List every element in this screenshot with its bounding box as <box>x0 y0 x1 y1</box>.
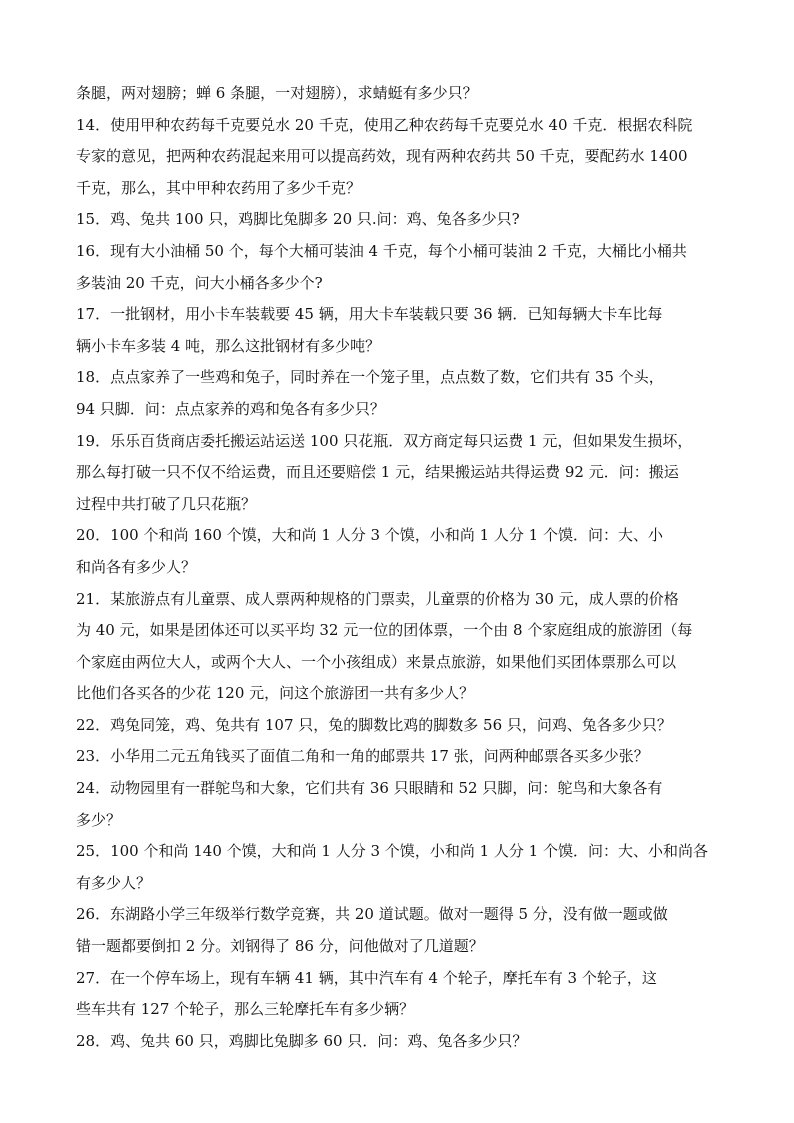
document-body <box>76 78 720 1057</box>
text-line: 比他们各买各的少花 120 元，问这个旅游团一共有多少人？ <box>76 684 475 703</box>
text-line: 多装油 20 千克，问大小桶各多少个? <box>76 273 323 292</box>
text-line: 条腿，两对翅膀；蝉 6 条腿，一对翅膀），求蜻蜓有多少只？ <box>76 84 478 102</box>
text-line: 和尚各有多少人？ <box>76 557 197 576</box>
text-line: 过程中共打破了几只花瓶？ <box>76 494 257 513</box>
text-line: 多少？ <box>76 810 122 829</box>
text-line: 15．鸡、兔共 100 只，鸡脚比兔脚多 20 只.问：鸡、兔各多少只? <box>76 210 520 229</box>
text-line: 20．100 个和尚 160 个馍，大和尚 1 人分 3 个馍，小和尚 1 人分 1 个馍．问：大、小 <box>76 526 663 545</box>
text-line: 辆小卡车多装 4 吨，那么这批钢材有多少吨？ <box>76 336 381 355</box>
text-line: 24．动物园里有一群鸵鸟和大象，它们共有 36 只眼睛和 52 只脚，问：鸵鸟和大象各有 <box>76 779 663 798</box>
text-line: 23．小华用二元五角钱买了面值二角和一角的邮票共 17 张，问两种邮票各买多少张？ <box>76 747 649 766</box>
text-line: 21．某旅游点有儿童票、成人票两种规格的门票卖，儿童票的价格为 30 元，成人票的价格 <box>76 589 679 608</box>
text-line: 27．在一个停车场上，现有车辆 41 辆，其中汽车有 4 个轮子，摩托车有 3 个轮子，这 <box>76 968 657 987</box>
text-line: 94 只脚．问：点点家养的鸡和兔各有多少只？ <box>76 399 385 418</box>
text-line: 18．点点家养了一些鸡和兔子，同时养在一个笼子里，点点数了数，它们共有 35 个头， <box>76 368 664 387</box>
text-line: 19．乐乐百货商店委托搬运站运送 100 只花瓶．双方商定每只运费 1 元，但如果发生损坏， <box>76 431 693 450</box>
text-line: 为 40 元，如果是团体还可以买平均 32 元一位的团体票，一个由 8 个家庭组成的旅游团（每 <box>76 621 693 640</box>
text-line: 22．鸡兔同笼，鸡、兔共有 107 只，兔的脚数比鸡的脚数多 56 只，问鸡、兔各多少只？ <box>76 715 672 734</box>
text-line: 错一题都要倒扣 2 分。刘钢得了 86 分，问他做对了几道题？ <box>76 937 484 956</box>
text-line: 25．100 个和尚 140 个馍，大和尚 1 人分 3 个馍，小和尚 1 人分 1 个馍．问：大、小和尚各 <box>76 842 708 861</box>
text-line: 17．一批钢材，用小卡车装载要 45 辆，用大卡车装载只要 36 辆．已知每辆大卡车比每 <box>76 305 663 324</box>
text-line: 专家的意见，把两种农药混起来用可以提高药效，现有两种农药共 50 千克，要配药水 1400 <box>76 147 688 166</box>
text-line: 些车共有 127 个轮子，那么三轮摩托车有多少辆？ <box>76 1000 415 1019</box>
text-line: 14．使用甲种农药每千克要兑水 20 千克，使用乙种农药每千克要兑水 40 千克．根据农科院 <box>76 115 693 134</box>
text-line: 有多少人？ <box>76 873 152 892</box>
text-line: 个家庭由两位大人，或两个大人、一个小孩组成）来景点旅游，如果他们买团体票那么可以 <box>76 652 677 671</box>
text-line: 28．鸡、兔共 60 只，鸡脚比兔脚多 60 只．问：鸡、兔各多少只？ <box>76 1031 528 1050</box>
text-line: 16．现有大小油桶 50 个，每个大桶可装油 4 千克，每个小桶可装油 2 千克，大桶比小桶共 <box>76 241 687 260</box>
text-line: 那么每打破一只不仅不给运费，而且还要赔偿 1 元，结果搬运站共得运费 92 元．问：搬运 <box>76 463 679 482</box>
text-line: 千克，那么，其中甲种农药用了多少千克？ <box>76 178 362 197</box>
text-line: 26．东湖路小学三年级举行数学竞赛，共 20 道试题。做对一题得 5 分，没有做一题或做 <box>76 905 668 924</box>
